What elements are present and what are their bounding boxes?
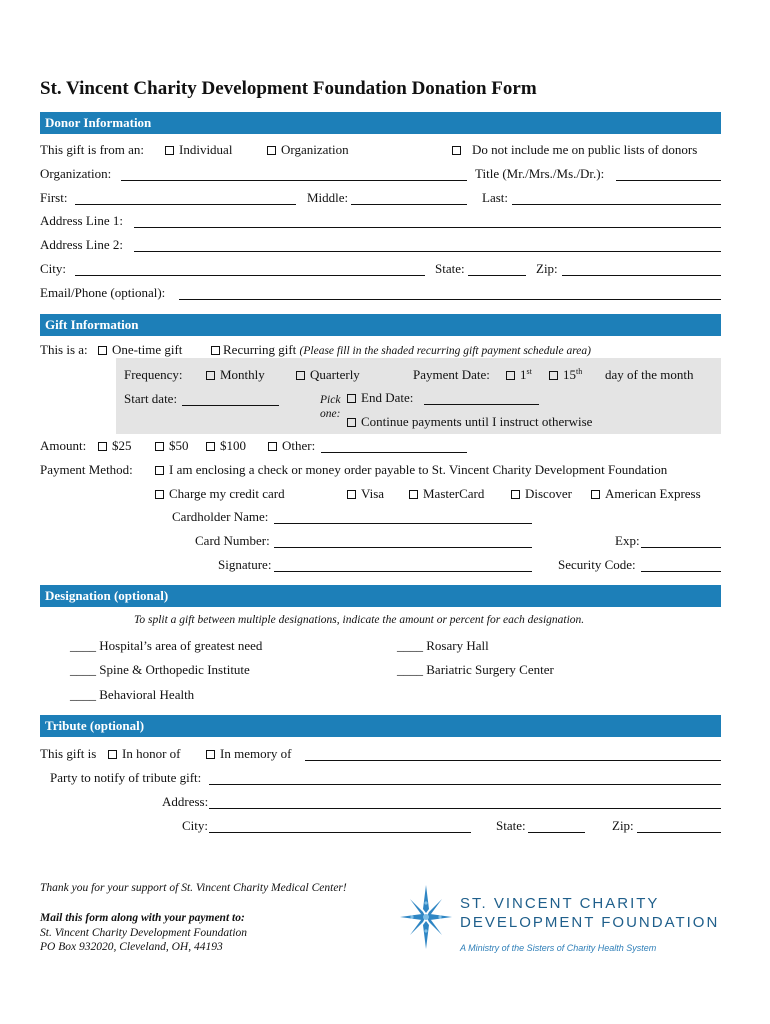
visa-checkbox[interactable] — [347, 490, 356, 499]
city-field[interactable] — [75, 275, 425, 276]
designation-spine: ____ Spine & Orthopedic Institute — [70, 662, 250, 677]
signature-label: Signature: — [218, 557, 272, 572]
one-time-gift-checkbox[interactable] — [98, 346, 107, 355]
party-notify-field[interactable] — [209, 784, 721, 785]
cardholder-name-label: Cardholder Name: — [172, 509, 269, 524]
check-option[interactable]: I am enclosing a check or money order payable to St. Vincent Charity Development Foundation — [155, 462, 667, 478]
organization-checkbox[interactable] — [267, 146, 276, 155]
amount-100-option[interactable]: $100 — [206, 438, 246, 454]
in-memory-checkbox[interactable] — [206, 750, 215, 759]
exp-label: Exp: — [615, 533, 640, 548]
amount-label: Amount: — [40, 438, 87, 453]
zip-label: Zip: — [536, 261, 558, 276]
tribute-state-field[interactable] — [528, 832, 585, 833]
tribute-zip-field[interactable] — [637, 832, 721, 833]
logo-line-2: DEVELOPMENT FOUNDATION — [460, 914, 720, 931]
payment-date-1st-checkbox[interactable] — [506, 371, 515, 380]
start-date-field[interactable] — [182, 405, 279, 406]
mail-instructions: Mail this form along with your payment to: — [40, 912, 245, 924]
discover-checkbox[interactable] — [511, 490, 520, 499]
frequency-label: Frequency: — [124, 367, 183, 382]
email-phone-field[interactable] — [179, 299, 721, 300]
donor-information-header: Donor Information — [40, 112, 721, 134]
end-date-option[interactable]: End Date: — [347, 390, 413, 406]
check-checkbox[interactable] — [155, 466, 164, 475]
continue-payments-checkbox[interactable] — [347, 418, 356, 427]
gift-information-header: Gift Information — [40, 314, 721, 336]
party-notify-label: Party to notify of tribute gift: — [50, 770, 202, 785]
address-line-2-field[interactable] — [134, 251, 721, 252]
recurring-gift-note: (Please fill in the shaded recurring gift payment schedule area) — [299, 345, 591, 357]
state-label: State: — [435, 261, 465, 276]
signature-field[interactable] — [274, 571, 532, 572]
end-date-field[interactable] — [424, 404, 539, 405]
mastercard-checkbox[interactable] — [409, 490, 418, 499]
in-honor-checkbox[interactable] — [108, 750, 117, 759]
card-number-label: Card Number: — [195, 533, 270, 548]
individual-checkbox[interactable] — [165, 146, 174, 155]
designation-rosary-hall: ____ Rosary Hall — [397, 638, 489, 653]
title-field[interactable] — [616, 180, 721, 181]
payment-date-1st-option[interactable]: 1st — [506, 367, 532, 383]
quarterly-option[interactable]: Quarterly — [296, 367, 360, 383]
amount-other-checkbox[interactable] — [268, 442, 277, 451]
logo-tagline: A Ministry of the Sisters of Charity Health System — [460, 943, 657, 953]
pick-label: Pick — [320, 394, 341, 406]
foundation-logo-star-icon — [398, 883, 454, 951]
last-name-label: Last: — [482, 190, 508, 205]
tribute-header: Tribute (optional) — [40, 715, 721, 737]
american-express-option[interactable]: American Express — [591, 486, 701, 502]
designation-behavioral-blank[interactable]: ____ — [70, 687, 96, 702]
address-line-1-field[interactable] — [134, 227, 721, 228]
first-name-field[interactable] — [75, 204, 296, 205]
organization-option[interactable]: Organization — [267, 142, 349, 158]
tribute-zip-label: Zip: — [612, 818, 634, 833]
security-code-label: Security Code: — [558, 557, 636, 572]
middle-name-field[interactable] — [351, 204, 467, 205]
payment-date-15th-option[interactable]: 15th — [549, 367, 582, 383]
security-code-field[interactable] — [641, 571, 721, 572]
quarterly-checkbox[interactable] — [296, 371, 305, 380]
mail-org-name: St. Vincent Charity Development Foundation — [40, 927, 248, 939]
designation-behavioral: ____ Behavioral Health — [70, 687, 195, 702]
visa-option[interactable]: Visa — [347, 486, 384, 502]
in-honor-option[interactable]: In honor of — [108, 746, 181, 762]
amount-50-option[interactable]: $50 — [155, 438, 189, 454]
individual-option[interactable]: Individual — [165, 142, 232, 158]
logo-line-1: ST. VINCENT CHARITY — [460, 895, 660, 912]
monthly-checkbox[interactable] — [206, 371, 215, 380]
one-time-gift-option[interactable]: One-time gift — [98, 342, 182, 358]
address-line-2-label: Address Line 2: — [40, 237, 124, 252]
designation-bariatric-blank[interactable]: ____ — [397, 662, 423, 677]
cardholder-name-field[interactable] — [274, 523, 532, 524]
tribute-city-field[interactable] — [209, 832, 471, 833]
designation-bariatric: ____ Bariatric Surgery Center — [397, 662, 554, 677]
card-number-field[interactable] — [274, 547, 532, 548]
tribute-gift-label: This gift is — [40, 746, 97, 761]
tribute-name-field[interactable] — [305, 760, 721, 761]
amount-25-option[interactable]: $25 — [98, 438, 132, 454]
payment-method-label: Payment Method: — [40, 462, 133, 477]
first-name-label: First: — [40, 190, 68, 205]
tribute-state-label: State: — [496, 818, 526, 833]
monthly-option[interactable]: Monthly — [206, 367, 265, 383]
title-label: Title (Mr./Mrs./Ms./Dr.): — [475, 166, 605, 181]
city-label: City: — [40, 261, 67, 276]
tribute-city-label: City: — [182, 818, 209, 833]
state-field[interactable] — [468, 275, 526, 276]
credit-card-option[interactable]: Charge my credit card — [155, 486, 285, 502]
designation-header: Designation (optional) — [40, 585, 721, 607]
payment-date-15th-checkbox[interactable] — [549, 371, 558, 380]
gift-type-label: This is a: — [40, 342, 88, 357]
organization-label: Organization: — [40, 166, 112, 181]
tribute-address-field[interactable] — [209, 808, 721, 809]
gift-from-label: This gift is from an: — [40, 142, 144, 157]
amount-other-option[interactable]: Other: — [268, 438, 315, 454]
mastercard-option[interactable]: MasterCard — [409, 486, 484, 502]
zip-field[interactable] — [562, 275, 721, 276]
designation-note: To split a gift between multiple designations, indicate the amount or percent for each designation. — [134, 614, 585, 626]
organization-field[interactable] — [121, 180, 467, 181]
mail-address: PO Box 932020, Cleveland, OH, 44193 — [40, 941, 223, 953]
recurring-gift-checkbox[interactable] — [211, 346, 220, 355]
designation-rosary-blank[interactable]: ____ — [397, 638, 423, 653]
credit-card-checkbox[interactable] — [155, 490, 164, 499]
american-express-checkbox[interactable] — [591, 490, 600, 499]
amount-50-checkbox[interactable] — [155, 442, 164, 451]
no-public-list-option[interactable]: Do not include me on public lists of donors — [452, 142, 697, 158]
start-date-label: Start date: — [124, 391, 178, 406]
discover-option[interactable]: Discover — [511, 486, 572, 502]
designation-hospital: ____ Hospital’s area of greatest need — [70, 638, 263, 653]
payment-date-label: Payment Date: — [413, 367, 490, 382]
in-memory-option[interactable]: In memory of — [206, 746, 291, 762]
email-phone-label: Email/Phone (optional): — [40, 285, 166, 300]
page-title: St. Vincent Charity Development Foundation Donation Form — [40, 78, 537, 99]
middle-name-label: Middle: — [307, 190, 349, 205]
designation-spine-blank[interactable]: ____ — [70, 662, 96, 677]
day-of-month-label: day of the month — [605, 367, 694, 382]
recurring-gift-option[interactable]: Recurring gift (Please fill in the shaded recurring gift payment schedule area) — [211, 342, 591, 359]
address-line-1-label: Address Line 1: — [40, 213, 124, 228]
amount-25-checkbox[interactable] — [98, 442, 107, 451]
pick-one-label: one: — [320, 408, 341, 420]
thank-you-note: Thank you for your support of St. Vincent Charity Medical Center! — [40, 882, 347, 894]
end-date-checkbox[interactable] — [347, 394, 356, 403]
tribute-address-label: Address: — [162, 794, 209, 809]
designation-hospital-blank[interactable]: ____ — [70, 638, 96, 653]
exp-field[interactable] — [641, 547, 721, 548]
continue-payments-option[interactable]: Continue payments until I instruct otherwise — [347, 414, 592, 430]
no-public-list-checkbox[interactable] — [452, 146, 461, 155]
last-name-field[interactable] — [512, 204, 721, 205]
amount-other-field[interactable] — [321, 452, 467, 453]
amount-100-checkbox[interactable] — [206, 442, 215, 451]
